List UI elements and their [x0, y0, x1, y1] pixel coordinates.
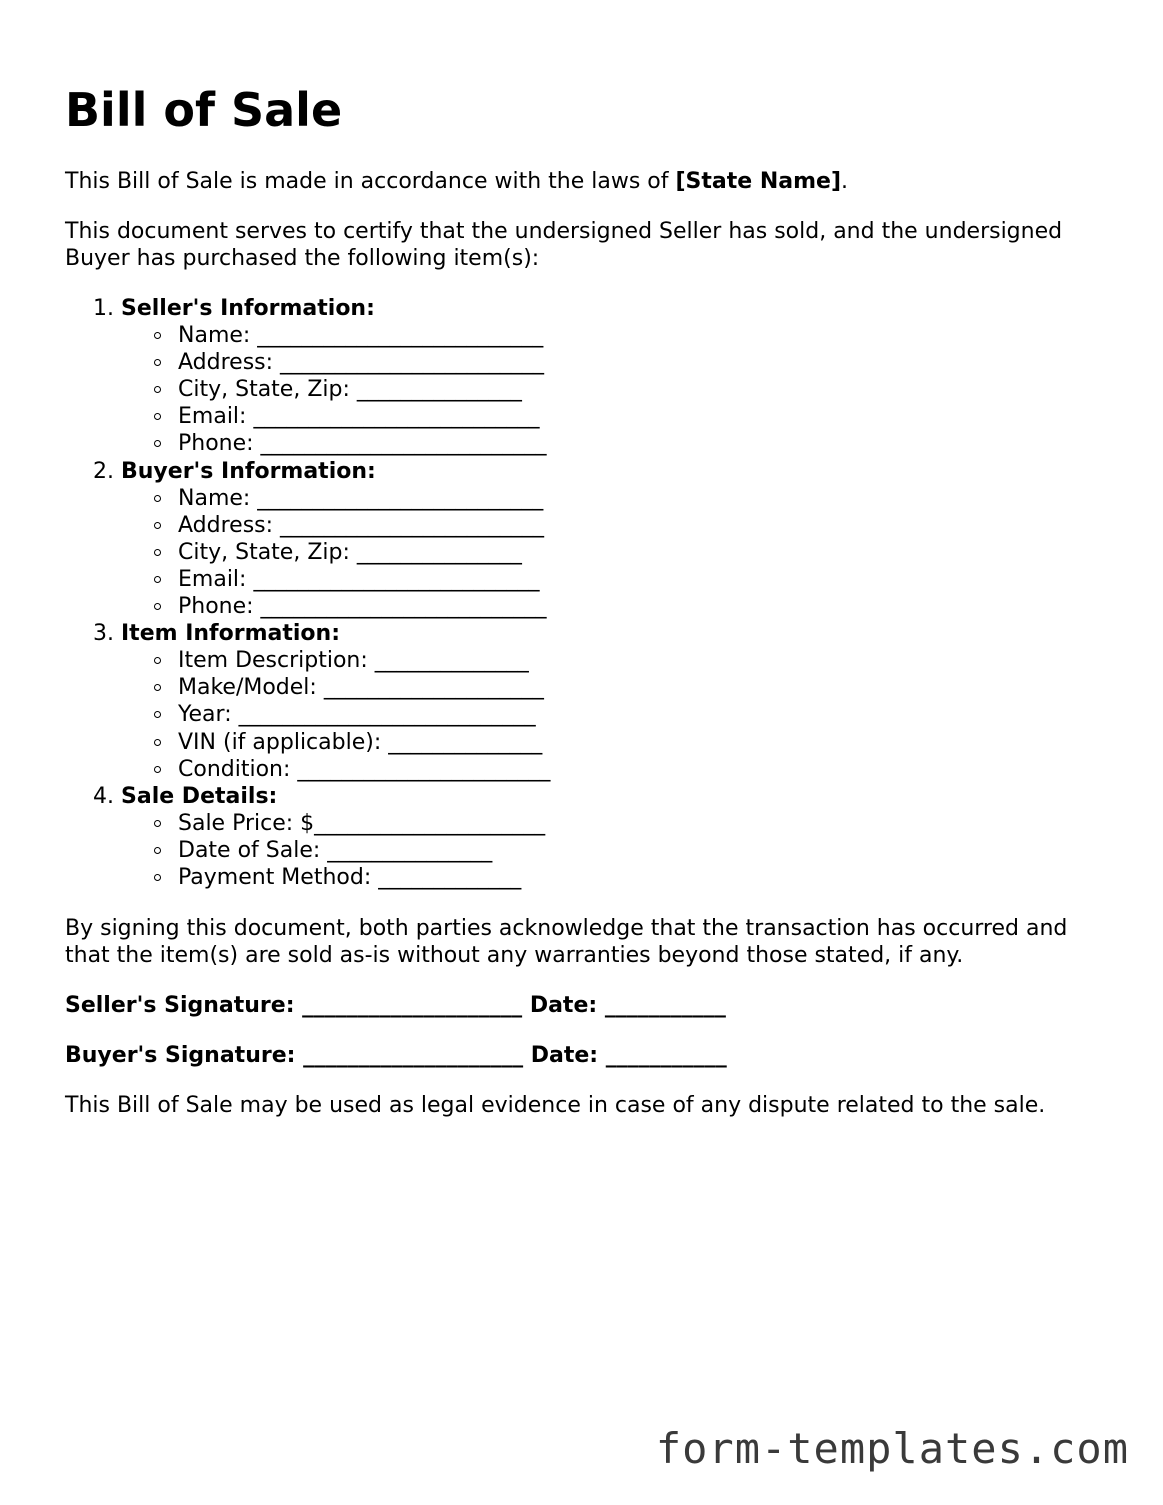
field-label: Address: ________________________	[178, 512, 545, 538]
field-label: City, State, Zip: _______________	[178, 539, 522, 565]
circle-bullet-icon	[154, 847, 161, 854]
field-label: Name: __________________________	[178, 323, 544, 349]
circle-bullet-icon	[154, 386, 161, 393]
acknowledgement-paragraph: By signing this document, both parties acknowledge that the transaction has occurred and that the item(s) are sold as-is without any warranties beyond those stated, if any.	[65, 916, 1068, 968]
field-city-state-zip	[121, 539, 550, 566]
field-make-model	[121, 674, 550, 701]
field-phone	[121, 430, 550, 457]
circle-bullet-icon	[154, 413, 161, 420]
field-label: Name: __________________________	[178, 485, 544, 511]
intro-prefix: This Bill of Sale is made in accordance with the laws of	[65, 169, 676, 194]
field-label: Email: __________________________	[178, 404, 540, 430]
circle-bullet-icon	[154, 522, 161, 529]
field-city-state-zip	[121, 376, 550, 403]
field-list	[121, 810, 550, 891]
field-list	[121, 322, 550, 457]
field-label: Sale Price: $_____________________	[178, 810, 546, 836]
buyer-signature-line: Buyer's Signature: ____________________ Date: ___________	[65, 1043, 727, 1068]
field-label: Condition: _______________________	[178, 756, 551, 782]
circle-bullet-icon	[154, 440, 161, 447]
section-number: 1.	[93, 296, 114, 321]
field-label: Date of Sale: _______________	[178, 837, 493, 863]
field-label: Make/Model: ____________________	[178, 675, 544, 701]
certify-paragraph: This document serves to certify that the undersigned Seller has sold, and the undersigned Buyer has purchased the following item(s):	[65, 219, 1063, 271]
section-sellers-information	[65, 295, 550, 458]
intro-suffix: .	[841, 169, 849, 194]
watermark: form-templates.com	[655, 1424, 1129, 1473]
field-email	[121, 403, 550, 430]
legal-note: This Bill of Sale may be used as legal evidence in case of any dispute related to the sale.	[65, 1093, 1046, 1118]
circle-bullet-icon	[154, 495, 161, 502]
section-sale-details	[65, 783, 550, 891]
intro-paragraph	[65, 168, 1115, 195]
circle-bullet-icon	[154, 549, 161, 556]
field-date-of-sale	[121, 837, 550, 864]
section-buyers-information	[65, 458, 550, 621]
field-label: Email: __________________________	[178, 566, 540, 592]
field-email	[121, 566, 550, 593]
field-label: Phone: __________________________	[178, 431, 547, 457]
field-list	[121, 485, 550, 620]
section-title: Seller's Information:	[121, 296, 375, 321]
field-phone	[121, 593, 550, 620]
circle-bullet-icon	[154, 359, 161, 366]
field-name	[121, 485, 550, 512]
page-title: Bill of Sale	[65, 83, 343, 137]
circle-bullet-icon	[154, 766, 161, 773]
field-condition	[121, 756, 550, 783]
circle-bullet-icon	[154, 332, 161, 339]
section-number: 2.	[93, 458, 114, 484]
section-title: Buyer's Information:	[121, 458, 376, 484]
field-label: Payment Method: _____________	[178, 864, 522, 890]
field-year	[121, 701, 550, 728]
field-payment-method	[121, 864, 550, 891]
field-label: City, State, Zip: _______________	[178, 377, 522, 403]
sections-list	[65, 295, 550, 891]
section-title: Item Information:	[121, 621, 340, 647]
section-item-information	[65, 620, 550, 783]
field-label: Address: ________________________	[178, 350, 545, 376]
seller-signature-line: Seller's Signature: ____________________ Date: ___________	[65, 993, 726, 1018]
field-sale-price	[121, 810, 550, 837]
circle-bullet-icon	[154, 603, 161, 610]
section-number: 3.	[93, 621, 114, 647]
section-title: Sale Details:	[121, 783, 278, 809]
field-vin	[121, 729, 550, 756]
circle-bullet-icon	[154, 657, 161, 664]
section-number: 4.	[93, 783, 114, 809]
state-name-placeholder: [State Name]	[675, 169, 842, 194]
circle-bullet-icon	[154, 874, 161, 881]
field-name	[121, 322, 550, 349]
circle-bullet-icon	[154, 684, 161, 691]
field-list	[121, 647, 550, 782]
field-label: Phone: __________________________	[178, 594, 547, 620]
circle-bullet-icon	[154, 711, 161, 718]
field-address	[121, 349, 550, 376]
field-label: VIN (if applicable): ______________	[178, 729, 543, 755]
circle-bullet-icon	[154, 576, 161, 583]
field-item-description	[121, 647, 550, 674]
circle-bullet-icon	[154, 820, 161, 827]
field-label: Year: ___________________________	[178, 702, 536, 728]
field-label: Item Description: ______________	[178, 648, 529, 674]
circle-bullet-icon	[154, 739, 161, 746]
field-address	[121, 512, 550, 539]
